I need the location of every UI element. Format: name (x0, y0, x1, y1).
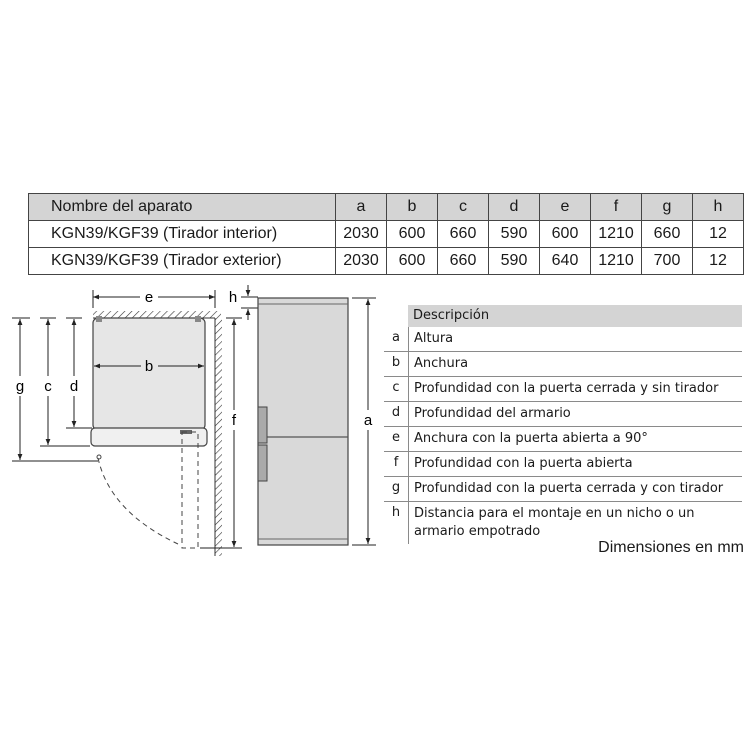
legend-item (384, 452, 742, 477)
legend-text: Profundidad con la puerta abierta (414, 456, 633, 471)
legend-letter: a (384, 327, 409, 351)
legend-item (384, 352, 742, 377)
header-name: Nombre del aparato (29, 194, 336, 221)
row2-a: 2030 (336, 248, 387, 275)
header-a: a (336, 194, 387, 221)
header-e: e (540, 194, 591, 221)
legend-item (384, 427, 742, 452)
legend-item (384, 477, 742, 502)
legend-text: Profundidad con la puerta cerrada y sin tirador (414, 381, 719, 396)
legend-text: Anchura con la puerta abierta a 90° (414, 431, 648, 446)
label-f: f (231, 412, 237, 429)
fridge-side-view (258, 298, 348, 545)
row2-e: 640 (540, 248, 591, 275)
dimensions-table (28, 193, 744, 275)
row1-a: 2030 (336, 221, 387, 248)
row1-b: 600 (387, 221, 438, 248)
row1-name: KGN39/KGF39 (Tirador interior) (29, 221, 336, 248)
description-legend (384, 305, 742, 544)
handle-lower (258, 445, 267, 481)
hinge-point (97, 455, 101, 459)
legend-letter: e (384, 427, 409, 451)
legend-letter: c (384, 377, 409, 401)
header-g: g (642, 194, 693, 221)
legend-item (384, 377, 742, 402)
label-g: g (15, 378, 25, 395)
handle-upper (258, 407, 267, 443)
table-header-row (29, 194, 744, 221)
legend-letter: h (384, 502, 409, 544)
row2-h: 12 (693, 248, 744, 275)
legend-text: Distancia para el montaje en un nicho o un armario empotrado (414, 506, 695, 539)
row1-f: 1210 (591, 221, 642, 248)
units-note: Dimensiones en mm (598, 539, 744, 556)
table-row (29, 248, 744, 275)
legend-letter: f (384, 452, 409, 476)
hinge-left (96, 316, 102, 322)
label-b: b (144, 358, 154, 375)
legend-item (384, 327, 742, 352)
wall-top (93, 311, 221, 318)
wall-side (215, 318, 222, 556)
hinge-right (195, 316, 201, 322)
label-e: e (144, 289, 154, 306)
row1-c: 660 (438, 221, 489, 248)
legend-title: Descripción (408, 305, 742, 327)
legend-letter: d (384, 402, 409, 426)
header-b: b (387, 194, 438, 221)
legend-text: Altura (414, 331, 454, 346)
table-row (29, 221, 744, 248)
row2-f: 1210 (591, 248, 642, 275)
legend-letter: g (384, 477, 409, 501)
fridge-dimension-drawing (0, 280, 400, 570)
row2-g: 700 (642, 248, 693, 275)
row1-d: 590 (489, 221, 540, 248)
open-door-outline (182, 432, 198, 548)
label-c: c (44, 378, 52, 395)
label-d: d (69, 378, 79, 395)
header-d: d (489, 194, 540, 221)
row2-c: 660 (438, 248, 489, 275)
legend-item (384, 402, 742, 427)
legend-text: Anchura (414, 356, 469, 371)
row2-name: KGN39/KGF39 (Tirador exterior) (29, 248, 336, 275)
legend-text: Profundidad con la puerta cerrada y con tirador (414, 481, 724, 496)
header-f: f (591, 194, 642, 221)
row2-d: 590 (489, 248, 540, 275)
door-swing-arc (98, 458, 178, 544)
legend-item (384, 502, 742, 544)
legend-letter: b (384, 352, 409, 376)
legend-text: Profundidad del armario (414, 406, 571, 421)
header-h: h (693, 194, 744, 221)
row1-e: 600 (540, 221, 591, 248)
label-a: a (363, 412, 373, 429)
row2-b: 600 (387, 248, 438, 275)
header-c: c (438, 194, 489, 221)
label-h: h (228, 289, 238, 306)
row1-g: 660 (642, 221, 693, 248)
row1-h: 12 (693, 221, 744, 248)
